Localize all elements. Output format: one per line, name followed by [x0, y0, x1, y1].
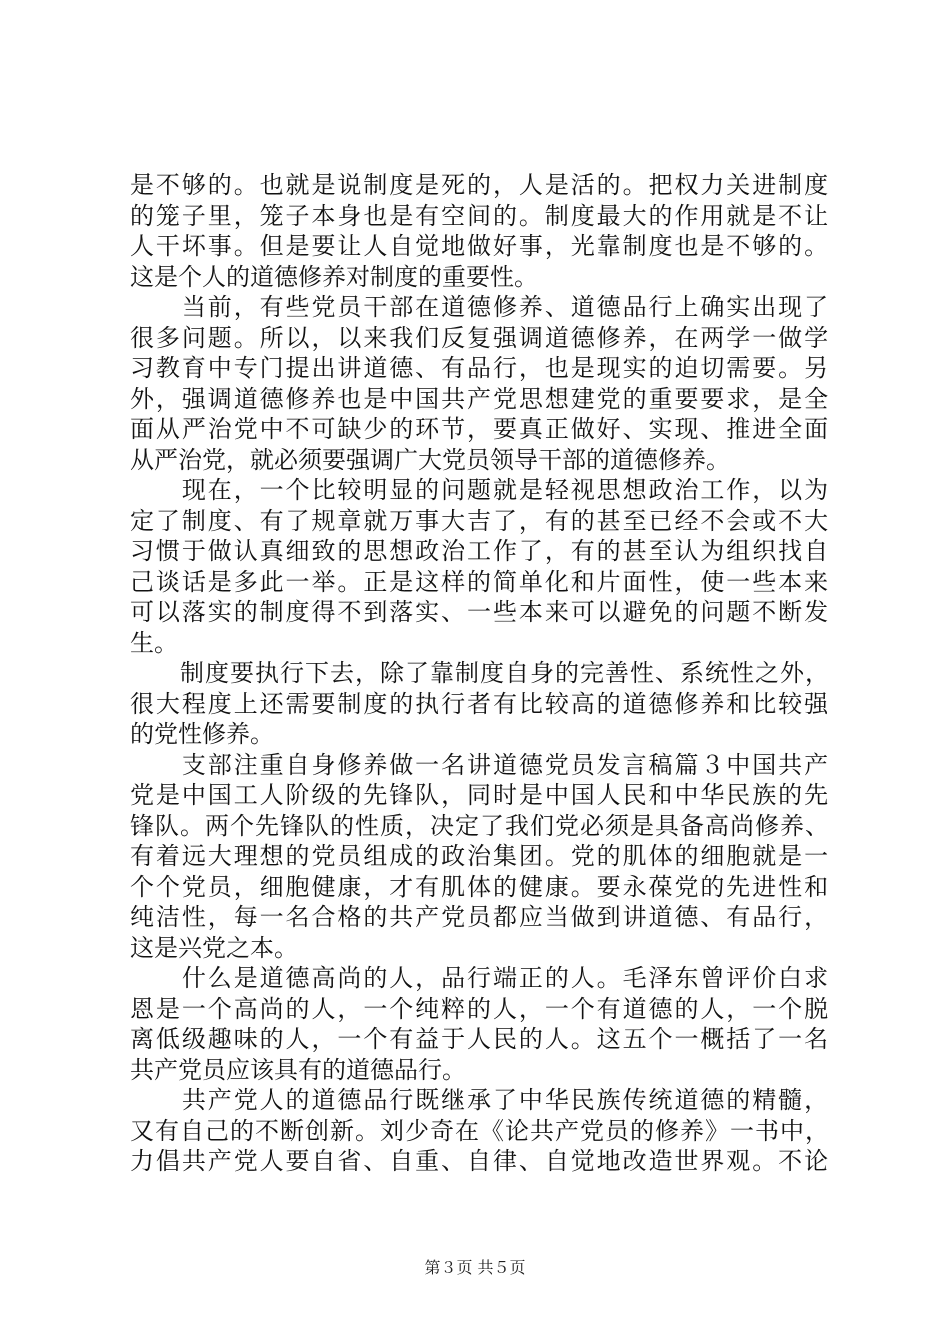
text-line: 个个党员，细胞健康，才有肌体的健康。要永葆党的先进性和 — [130, 872, 830, 901]
text-line: 是不够的。也就是说制度是死的，人是活的。把权力关进制度 — [130, 171, 830, 199]
text-line: 从严治党，就必须要强调广大党员领导干部的道德修养。 — [130, 445, 730, 474]
text-line: 当前，有些党员干部在道德修养、道德品行上确实出现了 — [130, 293, 830, 321]
text-line: 很大程度上还需要制度的执行者有比较高的道德修养和比较强 — [130, 689, 830, 718]
text-line: 人干坏事。但是要让人自觉地做好事，光靠制度也是不够的。 — [130, 232, 830, 260]
text-line: 现在，一个比较明显的问题就是轻视思想政治工作，以为 — [130, 476, 830, 504]
page-footer: 第３页 共５页 — [424, 1258, 526, 1277]
text-line: 很多问题。所以，以来我们反复强调道德修养，在两学一做学 — [130, 323, 830, 352]
body-text — [130, 170, 830, 1177]
text-line: 什么是道德高尚的人，品行端正的人。毛泽东曾评价白求 — [130, 964, 830, 992]
text-line: 离低级趣味的人，一个有益于人民的人。这五个一概括了一名 — [130, 1025, 830, 1053]
text-line: 生。 — [130, 628, 178, 657]
text-line: 习惯于做认真细致的思想政治工作了，有的甚至认为组织找自 — [130, 537, 830, 565]
text-line: 这是个人的道德修养对制度的重要性。 — [130, 262, 538, 291]
text-line: 的党性修养。 — [130, 720, 274, 748]
text-line: 共产党员应该具有的道德品行。 — [130, 1055, 466, 1084]
text-line: 锋队。两个先锋队的性质，决定了我们党必须是具备高尚修养、 — [130, 811, 830, 840]
text-line: 己谈话是多此一举。正是这样的简单化和片面性，使一些本来 — [130, 567, 830, 596]
text-line: 党是中国工人阶级的先锋队，同时是中国人民和中华民族的先 — [130, 781, 830, 809]
text-line: 可以落实的制度得不到落实、一些本来可以避免的问题不断发 — [130, 598, 830, 626]
text-line: 的笼子里，笼子本身也是有空间的。制度最大的作用就是不让 — [130, 201, 830, 230]
text-line: 又有自己的不断创新。刘少奇在《论共产党员的修养》一书中， — [130, 1116, 830, 1145]
text-line: 外，强调道德修养也是中国共产党思想建党的重要要求，是全 — [130, 384, 830, 413]
text-line: 制度要执行下去，除了靠制度自身的完善性、系统性之外， — [130, 659, 830, 687]
text-line: 共产党人的道德品行既继承了中华民族传统道德的精髓， — [130, 1086, 830, 1114]
text-line: 习教育中专门提出讲道德、有品行，也是现实的迫切需要。另 — [130, 354, 830, 382]
text-line: 定了制度、有了规章就万事大吉了，有的甚至已经不会或不大 — [130, 506, 830, 535]
text-line: 支部注重自身修养做一名讲道德党员发言稿篇３中国共产 — [130, 750, 830, 779]
text-line: 恩是一个高尚的人，一个纯粹的人，一个有道德的人，一个脱 — [130, 994, 830, 1023]
text-line: 这是兴党之本。 — [130, 933, 298, 962]
text-line: 纯洁性，每一名合格的共产党员都应当做到讲道德、有品行， — [130, 903, 830, 931]
text-line: 面从严治党中不可缺少的环节，要真正做好、实现、推进全面 — [130, 415, 830, 443]
text-line: 有着远大理想的党员组成的政治集团。党的肌体的细胞就是一 — [130, 842, 830, 870]
text-line: 力倡共产党人要自省、自重、自律、自觉地改造世界观。不论 — [130, 1147, 830, 1175]
